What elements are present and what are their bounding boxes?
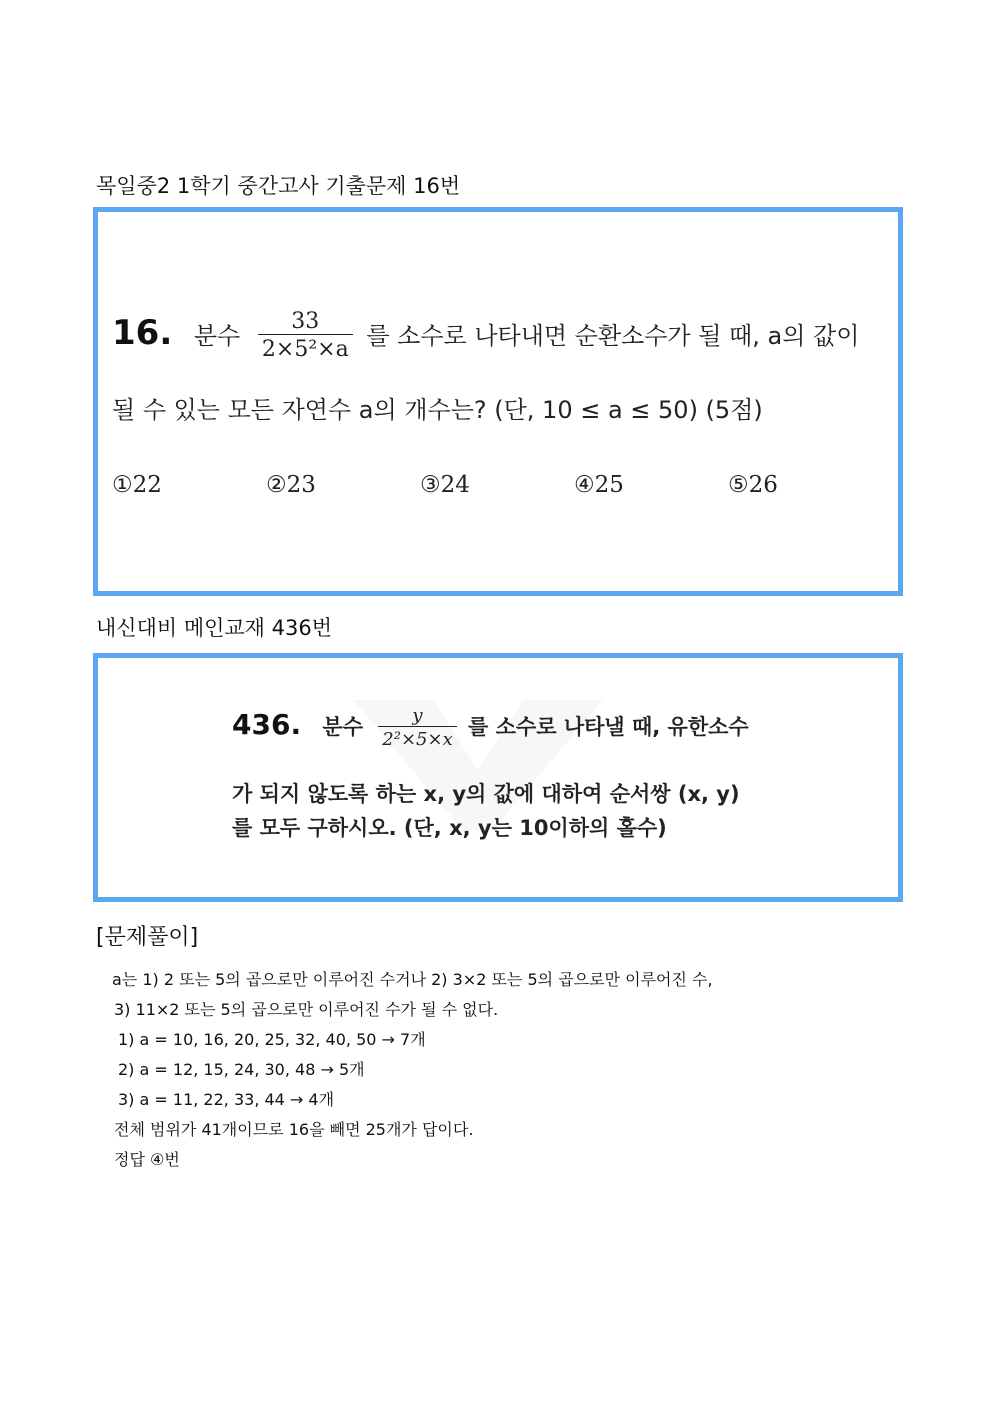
problem-436-pre: 분수 bbox=[322, 715, 363, 740]
solution-line-4: 2) a = 12, 15, 24, 30, 48 → 5개 bbox=[118, 1060, 365, 1079]
fraction-numerator: y bbox=[412, 705, 423, 726]
fraction-denominator: 2×5²×a bbox=[258, 334, 353, 363]
problem-number: 436. bbox=[232, 708, 302, 742]
choice-3: ③24 bbox=[420, 472, 470, 498]
problem-16-line1 bbox=[112, 310, 859, 364]
problem-436-line3: 를 모두 구하시오. (단, x, y는 10이하의 홀수) bbox=[232, 816, 667, 840]
problem-436-line2: 가 되지 않도록 하는 x, y의 값에 대하여 순서쌍 (x, y) bbox=[232, 782, 740, 806]
problem-436-line1 bbox=[232, 706, 749, 750]
problem-436-box bbox=[93, 653, 903, 902]
section-heading-exam: 목일중2 1학기 중간고사 기출문제 16번 bbox=[96, 174, 461, 198]
choice-5: ⑤26 bbox=[728, 472, 778, 498]
problem-number: 16. bbox=[112, 312, 173, 353]
solution-line-1: a는 1) 2 또는 5의 곱으로만 이루어진 수거나 2) 3×2 또는 5의 곱으로만 이루어진 수, bbox=[112, 970, 713, 989]
fraction-numerator: 33 bbox=[291, 309, 320, 334]
choice-1: ①22 bbox=[112, 472, 162, 498]
answer-line: 정답 ④번 bbox=[114, 1150, 180, 1169]
solution-line-6: 전체 범위가 41개이므로 16을 빼면 25개가 답이다. bbox=[114, 1120, 474, 1139]
solution-line-3: 1) a = 10, 16, 20, 25, 32, 40, 50 → 7개 bbox=[118, 1030, 426, 1049]
solution-line-2: 3) 11×2 또는 5의 곱으로만 이루어진 수가 될 수 없다. bbox=[114, 1000, 499, 1019]
fraction-denominator: 2²×5×x bbox=[378, 726, 456, 751]
solution-heading: [문제풀이] bbox=[96, 925, 199, 950]
problem-16-fraction bbox=[258, 310, 353, 364]
problem-436-line1-post: 를 소수로 나타낼 때, 유한소수 bbox=[468, 715, 749, 740]
choice-4: ④25 bbox=[574, 472, 624, 498]
problem-16-pre: 분수 bbox=[193, 321, 241, 350]
problem-16-line1-post: 를 소수로 나타내면 순환소수가 될 때, a의 값이 bbox=[366, 321, 860, 350]
problem-436-fraction bbox=[378, 706, 456, 750]
choice-2: ②23 bbox=[266, 472, 316, 498]
section-heading-textbook: 내신대비 메인교재 436번 bbox=[96, 616, 333, 640]
problem-16-box bbox=[93, 207, 903, 596]
problem-16-line2: 될 수 있는 모든 자연수 a의 개수는? (단, 10 ≤ a ≤ 50) (5점) bbox=[112, 396, 763, 424]
solution-line-5: 3) a = 11, 22, 33, 44 → 4개 bbox=[118, 1090, 335, 1109]
